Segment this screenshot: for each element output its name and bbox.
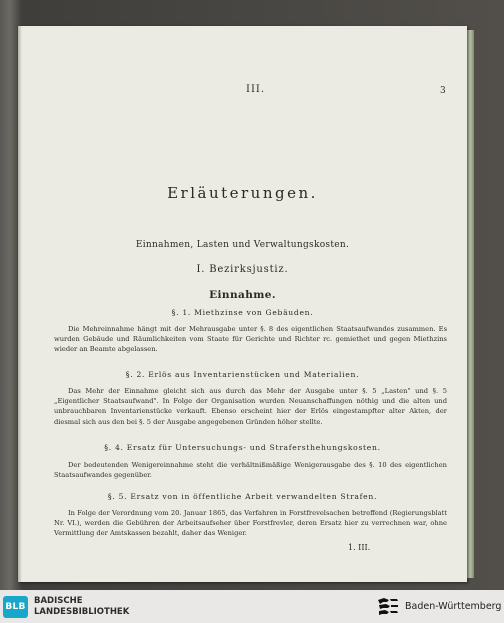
page-title: Erläuterungen. (167, 184, 318, 202)
library-name-line-1: BADISCHE (34, 596, 83, 606)
page-edge (467, 30, 474, 578)
state-name[interactable]: Baden-Württemberg (405, 601, 502, 612)
paragraph-1: Die Mehreinnahme hängt mit der Mehrausgabe unter §. 8 des eigentlichen Staatsaufwandes zusammen. Es wurden Gebäude und Räumlichkeiten vom Staate für Gerichte und Richter rc. gemiethet und gegen Miethzins wieder an Beamte abgelassen. (54, 325, 447, 354)
blb-logo-icon[interactable]: BLB (3, 596, 28, 618)
document-page (18, 26, 467, 582)
header-section: III. (246, 84, 266, 95)
catchword: 1. III. (348, 543, 371, 552)
paragraph-heading-4: §. 5. Ersatz von in öffentliche Arbeit verwandelten Strafen. (107, 492, 378, 501)
page-number: 3 (440, 86, 446, 96)
baden-wuerttemberg-emblem-icon[interactable] (377, 596, 399, 618)
paragraph-heading-3: §. 4. Ersatz für Untersuchungs- und Strafersthehungskosten. (104, 443, 381, 452)
section-heading: Einnahme. (209, 289, 276, 301)
paragraph-2: Das Mehr der Einnahme gleicht sich aus durch das Mehr der Ausgabe unter §. 5 „Lasten" und §. 5 „Eigentlicher Staatsaufwand". In Folge der Organisation wurden Neuanschaffungen nöthig und die alten und unbrauchbaren Inventarienstücke verkauft. Ebenso erscheint hier der Erlös eingestampfter alter Akten, der diesmal sich aus den bei §. 5 der Ausgabe angegebenen Gründen höher stellte. (54, 387, 447, 426)
paragraph-heading-1: §. 1. Miethzinse von Gebäuden. (171, 308, 314, 317)
library-name-line-2: LANDESBIBLIOTHEK (34, 606, 130, 617)
chapter-heading: I. Bezirksjustiz. (196, 264, 289, 275)
subtitle: Einnahmen, Lasten und Verwaltungskosten. (135, 240, 350, 250)
spine-shadow (18, 26, 22, 582)
library-name[interactable] (34, 596, 129, 617)
paragraph-3: Der bedeutenden Wenigereinnahme steht die verhältnißmäßige Wenigerausgabe des §. 10 des eigentlichen Staatsaufwandes gegenüber. (54, 461, 447, 480)
paragraph-4: In Folge der Verordnung vom 20. Januar 1865, das Verfahren in Forstfrevelsachen betreffend (Regierungsblatt Nr. VI.), werden die Gebühren der Arbeitsaufseher über Forstfrevler, deren Ersatz hier zu verrechnen war, ohne Vermittlung der Amtskassen bezahlt, daher das Weniger. (54, 509, 447, 538)
paragraph-heading-2: §. 2. Erlös aus Inventarienstücken und Materialien. (125, 370, 360, 379)
